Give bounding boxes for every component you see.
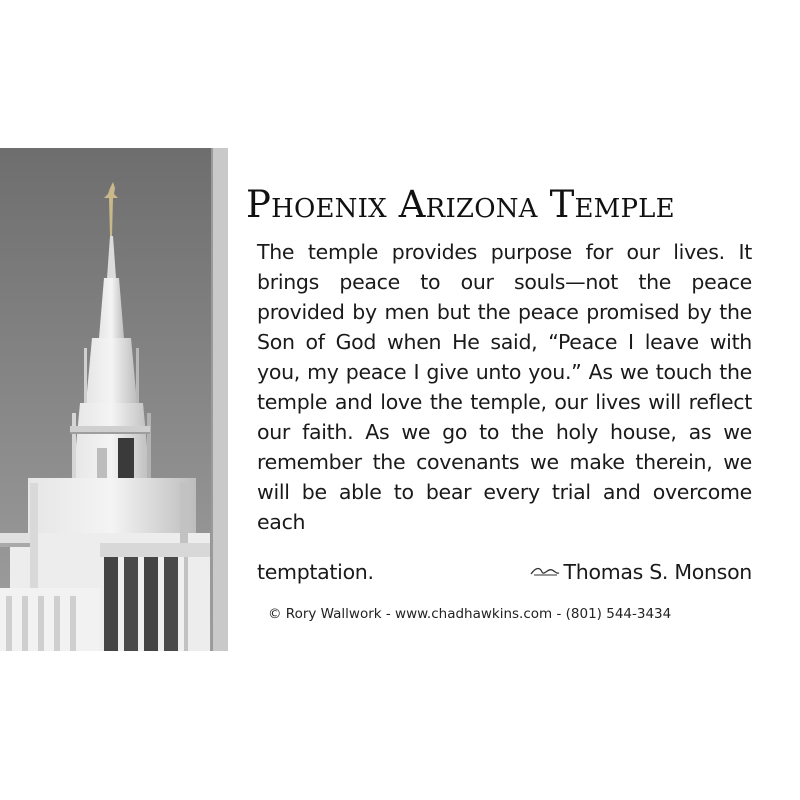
quote-text: The temple provides purpose for our lives. It brings peace to our souls—not the peace provided by men but the peace promised by the Son of God when He said, “Peace I leave with you, my peace I give unto you.” As we touch the temple and love the temple, our lives will reflect our faith. As we go to the holy house, as we remember the covenants we make therein, we will be able to bear every trial and overcome each	[257, 240, 752, 534]
flourish-icon	[530, 565, 560, 577]
temple-card	[0, 148, 800, 651]
temple-photo	[0, 148, 228, 651]
temple-title: Phoenix Arizona Temple	[246, 183, 675, 226]
quote-last-word: temptation.	[257, 560, 374, 584]
attribution	[530, 557, 752, 587]
photo-credit: © Rory Wallwork - www.chadhawkins.com - (801) 544-3434	[268, 606, 672, 622]
signature-row	[257, 557, 752, 587]
quote-author: Thomas S. Monson	[563, 560, 752, 584]
